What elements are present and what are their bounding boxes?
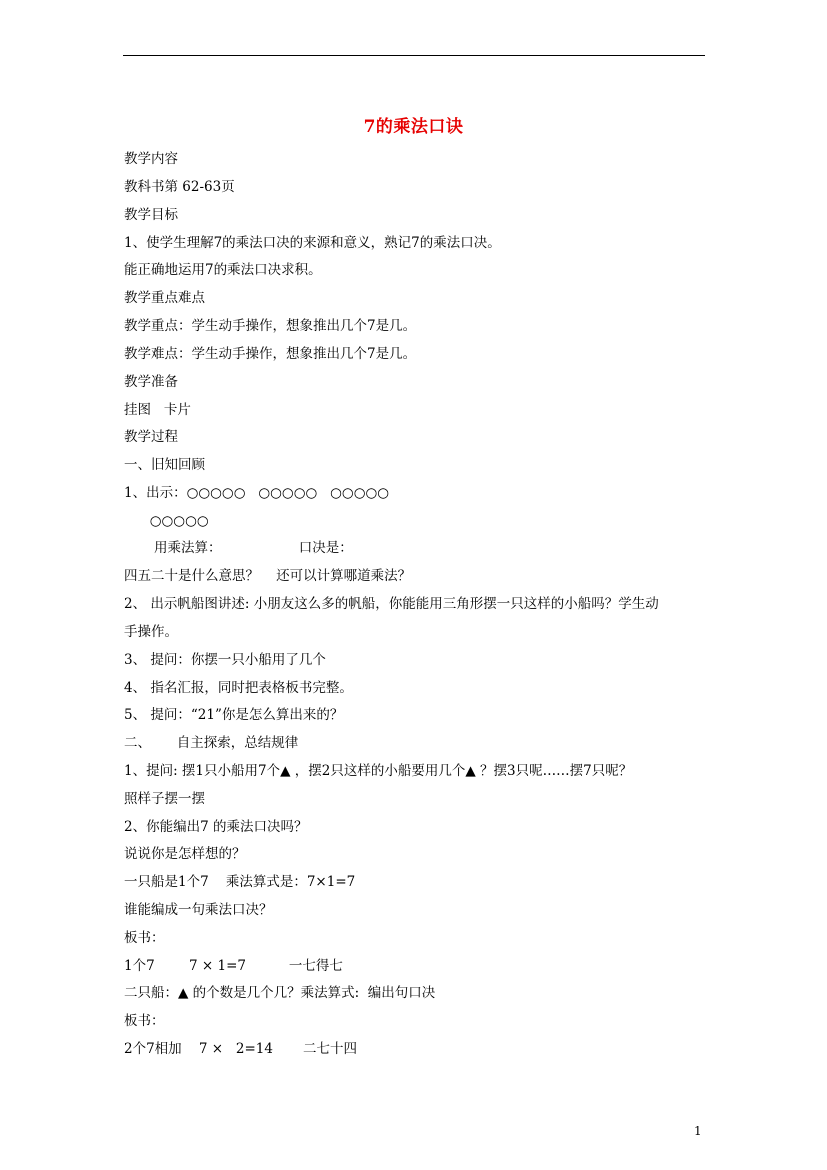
text-line: 教学目标	[124, 207, 178, 223]
page-title: 7的乘法口诀	[363, 117, 464, 137]
text-line: 手操作。	[124, 624, 178, 640]
text-line: 四五二十是什么意思？ 还可以计算哪道乘法？	[124, 568, 412, 584]
text-line: 一、旧知回顾	[124, 457, 205, 473]
text-line: 5、 提问：“21”你是怎么算出来的？	[124, 707, 344, 723]
text-line: 照样子摆一摆	[124, 791, 205, 807]
text-line: 用乘法算： 口决是：	[124, 540, 353, 556]
text-line: 教科书第 62-63页	[124, 179, 235, 195]
text-line: 教学难点：学生动手操作，想象推出几个7是几。	[124, 346, 417, 362]
text-line: 板书：	[124, 930, 165, 946]
text-line: 教学准备	[124, 374, 178, 390]
text-line: 能正确地运用7的乘法口决求积。	[124, 262, 322, 278]
header-rule	[123, 55, 705, 56]
text-line: 一只船是1个7 乘法算式是：7×1=7	[124, 874, 356, 890]
text-line: 3、 提问：你摆一只小船用了几个	[124, 652, 326, 668]
page-number: 1	[694, 1124, 702, 1138]
text-line: 2、你能编出7 的乘法口决吗？	[124, 819, 308, 835]
text-line: 教学过程	[124, 429, 178, 445]
text-line: 2个7相加 7 × 2=14 二七十四	[124, 1041, 358, 1057]
text-line: 教学重点：学生动手操作，想象推出几个7是几。	[124, 318, 417, 334]
text-line: 板书：	[124, 1013, 165, 1029]
text-line: 1、使学生理解7的乘法口决的来源和意义，熟记7的乘法口决。	[124, 235, 501, 251]
text-line: 二只船：▲ 的个数是几个几？乘法算式: 编出句口决	[124, 985, 436, 1001]
text-line: 教学重点难点	[124, 290, 205, 306]
text-line: 1、提问: 摆1只小船用7个▲ ，摆2只这样的小船要用几个▲ ？摆3只呢……摆7只呢？	[124, 763, 633, 779]
text-line: 2、 出示帆船图讲述: 小朋友这么多的帆船，你能能用三角形摆一只这样的小船吗？学生动	[124, 596, 659, 612]
text-line: 谁能编成一句乘法口决？	[124, 902, 273, 918]
text-line: ○○○○○	[124, 513, 209, 529]
text-line: 1、出示：○○○○○ ○○○○○ ○○○○○	[124, 485, 390, 501]
text-line: 教学内容	[124, 151, 178, 167]
text-line: 说说你是怎样想的？	[124, 846, 246, 862]
text-line: 1个7 7 × 1=7 一七得七	[124, 958, 343, 974]
text-line: 二、 自主探索，总结规律	[124, 735, 299, 751]
text-line: 4、 指名汇报，同时把表格板书完整。	[124, 680, 353, 696]
text-line: 挂图 卡片	[124, 402, 191, 418]
